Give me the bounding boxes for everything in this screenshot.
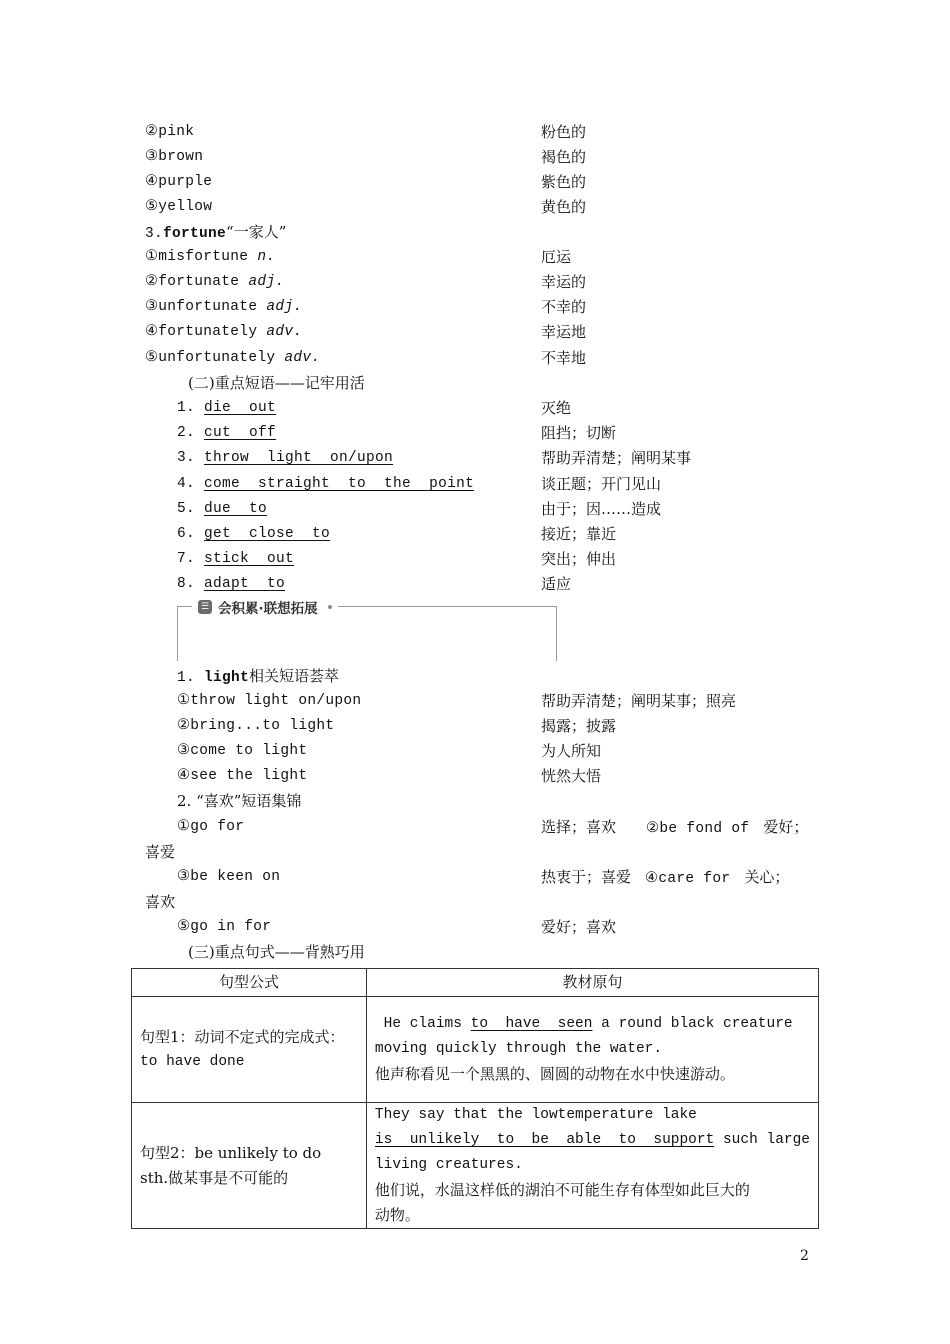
- fortune-heading: [145, 222, 286, 244]
- light-meaning-1: 帮助弄清楚；阐明某事；照亮: [541, 692, 737, 710]
- phrase-meaning-5: 由于；因……造成: [541, 500, 662, 518]
- light-phrase-4: ④see the light: [177, 768, 308, 784]
- like-extra-phrase: ②be fond of: [646, 821, 750, 837]
- phrase-meaning-4: 谈正题；开门见山: [541, 475, 662, 493]
- fortune-pos: adj.: [248, 274, 285, 290]
- table-header-row: [132, 969, 819, 997]
- fortune-pos: adv.: [266, 324, 303, 340]
- like-meaning-2: [541, 867, 789, 889]
- like-wrap-1: 喜爱: [145, 843, 176, 861]
- like-phrase-2: ③be keen on: [177, 869, 281, 885]
- sentence-pattern-table: [131, 968, 819, 1229]
- example-en-line1: [375, 1012, 810, 1037]
- fortune-heading-suffix: “一家人”: [226, 223, 287, 241]
- color-word-pink: ②pink: [145, 124, 195, 140]
- sentences-heading: (三)重点句式——背熟巧用: [188, 943, 365, 961]
- example-zh-line2: 动物。: [374, 1206, 420, 1224]
- phrase-text: adapt to: [204, 576, 286, 592]
- example-en-line3: living creatures.: [374, 1157, 523, 1173]
- like-phrase-1: ①go for: [177, 819, 245, 835]
- table-header-pattern: 句型公式: [132, 969, 367, 997]
- phrase-row-5: [177, 499, 267, 519]
- fortune-pos: adj.: [266, 299, 303, 315]
- fortune-word-4: [145, 322, 302, 342]
- phrase-meaning-1: 灭绝: [541, 399, 572, 417]
- like-phrase-3: ⑤go in for: [177, 919, 272, 935]
- table-header-example: 教材原句: [366, 969, 818, 997]
- phrase-number: 2.: [177, 425, 196, 441]
- page-number: 2: [800, 1248, 809, 1264]
- color-meaning-purple: 紫色的: [541, 173, 587, 191]
- fortune-pos: n.: [257, 249, 276, 265]
- phrase-text: throw light on/upon: [204, 450, 394, 466]
- pattern-formula: sth.做某事是不可能的: [140, 1168, 289, 1187]
- light-phrase-2: ②bring...to light: [177, 718, 335, 734]
- example-en-text: a round black creature: [592, 1016, 793, 1032]
- phrase-meaning-7: 突出；伸出: [541, 550, 617, 568]
- color-word-purple: ④purple: [145, 174, 213, 190]
- fortune-meaning-2: 幸运的: [541, 273, 587, 291]
- phrase-row-2: [177, 423, 276, 443]
- fortune-word-2: [145, 272, 284, 292]
- banner-label: [192, 597, 338, 617]
- example-zh-line1: 他们说，水温这样低的湖泊不可能生存有体型如此巨大的: [374, 1181, 750, 1199]
- phrase-text: die out: [204, 400, 277, 416]
- phrase-number: 8.: [177, 576, 196, 592]
- light-heading-number: 1.: [177, 670, 205, 686]
- example-en-text: He claims: [374, 1016, 471, 1032]
- phrases-heading: (二)重点短语——记牢用活: [188, 374, 365, 392]
- phrase-text: cut off: [204, 425, 277, 441]
- phrase-text: come straight to the point: [204, 476, 475, 492]
- phrase-row-3: [177, 448, 393, 468]
- banner-label-text: 会积累·联想拓展: [218, 601, 318, 617]
- example-en-highlight: to have seen: [470, 1016, 593, 1032]
- pattern-formula: to have done: [140, 1053, 245, 1070]
- fortune-word-text: ③unfortunate: [145, 299, 267, 315]
- example-zh: 他声称看见一个黑黑的、圆圆的动物在水中快速游动。: [374, 1065, 735, 1083]
- fortune-meaning-3: 不幸的: [541, 298, 587, 316]
- like-meaning-text: 热衷于；喜爱: [541, 868, 632, 886]
- light-meaning-3: 为人所知: [541, 742, 602, 760]
- fortune-meaning-4: 幸运地: [541, 323, 587, 341]
- phrase-meaning-3: 帮助弄清楚；阐明某事: [541, 449, 692, 467]
- pattern-title: 句型2：be unlikely to do: [140, 1143, 322, 1162]
- phrase-number: 5.: [177, 501, 196, 517]
- light-heading: [177, 666, 339, 688]
- like-extra-phrase: ④care for: [645, 871, 731, 887]
- phrase-text: get close to: [204, 526, 331, 542]
- pattern-title: 句型1：动词不定式的完成式：: [140, 1027, 345, 1046]
- phrase-number: 6.: [177, 526, 196, 542]
- color-meaning-pink: 粉色的: [541, 123, 587, 141]
- phrase-row-8: [177, 574, 285, 594]
- phrase-text: stick out: [204, 551, 295, 567]
- dot-icon: [328, 605, 332, 609]
- phrase-number: 7.: [177, 551, 196, 567]
- phrase-number: 3.: [177, 450, 196, 466]
- fortune-word-text: ④fortunately: [145, 324, 267, 340]
- color-word-brown: ③brown: [145, 149, 204, 165]
- color-meaning-brown: 褐色的: [541, 148, 587, 166]
- phrase-text: due to: [204, 501, 268, 517]
- fortune-word-text: ①misfortune: [145, 249, 258, 265]
- example-cell: [366, 1103, 818, 1229]
- extension-banner: [177, 601, 557, 661]
- phrase-row-6: [177, 524, 330, 544]
- like-heading: 2. “喜欢”短语集锦: [177, 792, 302, 810]
- like-wrap-2: 喜欢: [145, 893, 176, 911]
- fortune-meaning-5: 不幸地: [541, 349, 587, 367]
- fortune-meaning-1: 厄运: [541, 248, 572, 266]
- fortune-pos: adv.: [284, 350, 321, 366]
- light-heading-word: light: [204, 670, 250, 686]
- light-heading-suffix: 相关短语荟萃: [249, 667, 340, 685]
- example-en-line2: moving quickly through the water.: [374, 1041, 663, 1057]
- like-meaning-text: 选择；喜欢: [541, 818, 617, 836]
- phrase-meaning-2: 阻挡；切断: [541, 424, 617, 442]
- example-en-highlight: is unlikely to be able to support: [374, 1132, 715, 1148]
- table-row: [132, 1103, 819, 1229]
- fortune-word-5: [145, 348, 320, 368]
- fortune-heading-number: 3.: [145, 226, 164, 242]
- like-extra-meaning: 爱好；: [763, 818, 809, 836]
- phrase-number: 4.: [177, 476, 196, 492]
- fortune-heading-word: fortune: [163, 226, 227, 242]
- phrase-row-7: [177, 549, 294, 569]
- phrase-row-4: [177, 474, 474, 494]
- table-row: [132, 997, 819, 1103]
- phrase-meaning-6: 接近；靠近: [541, 525, 617, 543]
- color-meaning-yellow: 黄色的: [541, 198, 587, 216]
- example-en-line2: [375, 1128, 810, 1153]
- example-en-text: such large: [714, 1132, 810, 1148]
- pattern-cell: [132, 1103, 367, 1229]
- light-meaning-4: 恍然大悟: [541, 767, 602, 785]
- light-meaning-2: 揭露；披露: [541, 717, 617, 735]
- color-word-yellow: ⑤yellow: [145, 199, 213, 215]
- fortune-word-text: ②fortunate: [145, 274, 249, 290]
- phrase-row-1: [177, 398, 276, 418]
- like-extra-meaning: 关心；: [744, 868, 790, 886]
- light-phrase-1: ①throw light on/upon: [177, 693, 362, 709]
- like-meaning-3: 爱好；喜欢: [541, 918, 617, 936]
- book-icon: ☰: [198, 600, 212, 614]
- fortune-word-3: [145, 297, 302, 317]
- phrase-number: 1.: [177, 400, 196, 416]
- example-cell: [366, 997, 818, 1103]
- pattern-cell: [132, 997, 367, 1103]
- light-phrase-3: ③come to light: [177, 743, 308, 759]
- fortune-word-text: ⑤unfortunately: [145, 350, 285, 366]
- like-meaning-1: [541, 817, 808, 839]
- phrase-meaning-8: 适应: [541, 575, 572, 593]
- example-en-line1: They say that the lowtemperature lake: [374, 1107, 697, 1123]
- fortune-word-1: [145, 247, 275, 267]
